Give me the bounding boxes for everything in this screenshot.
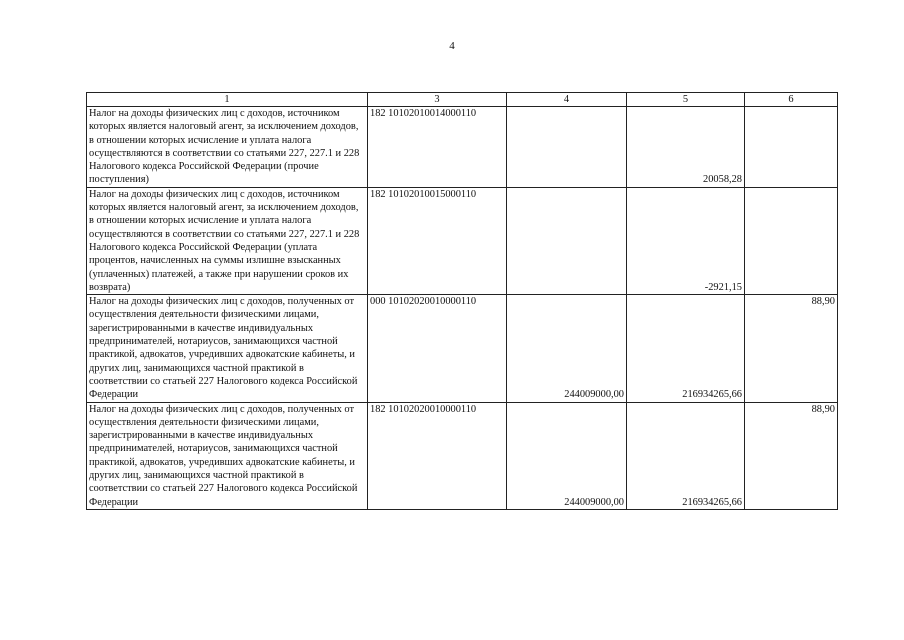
table-row — [87, 402, 838, 509]
row-percent-cell — [745, 107, 838, 188]
column-header-code: 3 — [368, 93, 507, 107]
row-name-cell: Налог на доходы физических лиц с доходов, источником которых является налоговый агент, за исключением доходов, в отношении которых исчисление и уплата налога осуществляются в соответствии со статьями 227, 227.1 и 228 Налогового кодекса Российской Федерации (уплата процентов, начисленных на суммы излишне взысканных (уплаченных) платежей, а также при нарушении сроков их возврата) — [87, 187, 368, 294]
column-header-actual: 5 — [627, 93, 745, 107]
row-name-cell: Налог на доходы физических лиц с доходов, источником которых является налоговый агент, за исключением доходов, в отношении которых исчисление и уплата налога осуществляются в соответствии со статьями 227, 227.1 и 228 Налогового кодекса Российской Федерации (прочие поступления) — [87, 107, 368, 188]
row-plan-cell: 244009000,00 — [507, 402, 627, 509]
row-actual-cell: -2921,15 — [627, 187, 745, 294]
page-number: 4 — [449, 40, 455, 52]
row-plan-cell — [507, 187, 627, 294]
row-percent-cell: 88,90 — [745, 402, 838, 509]
row-plan-cell — [507, 107, 627, 188]
row-actual-cell: 216934265,66 — [627, 295, 745, 402]
column-header-name: 1 — [87, 93, 368, 107]
table-row — [87, 107, 838, 188]
row-percent-cell — [745, 187, 838, 294]
row-plan-cell: 244009000,00 — [507, 295, 627, 402]
column-header-percent: 6 — [745, 93, 838, 107]
row-code-cell: 182 10102010015000110 — [368, 187, 507, 294]
row-name-cell: Налог на доходы физических лиц с доходов, полученных от осуществления деятельности физическими лицами, зарегистрированными в качестве индивидуальных предпринимателей, нотариусов, занимающихся частной практикой, адвокатов, учредивших адвокатские кабинеты, и других лиц, занимающихся частной практикой в соответствии со статьей 227 Налогового кодекса Российской Федерации — [87, 295, 368, 402]
column-header-plan: 4 — [507, 93, 627, 107]
row-code-cell: 182 10102010014000110 — [368, 107, 507, 188]
row-actual-cell: 20058,28 — [627, 107, 745, 188]
row-actual-cell: 216934265,66 — [627, 402, 745, 509]
row-name-cell: Налог на доходы физических лиц с доходов, полученных от осуществления деятельности физическими лицами, зарегистрированными в качестве индивидуальных предпринимателей, нотариусов, занимающихся частной практикой, адвокатов, учредивших адвокатские кабинеты, и других лиц, занимающихся частной практикой в соответствии со статьей 227 Налогового кодекса Российской Федерации — [87, 402, 368, 509]
row-code-cell: 182 10102020010000110 — [368, 402, 507, 509]
table-row — [87, 187, 838, 294]
table-row — [87, 295, 838, 402]
revenue-table — [86, 92, 838, 510]
row-code-cell: 000 10102020010000110 — [368, 295, 507, 402]
table-header-row — [87, 93, 838, 107]
row-percent-cell: 88,90 — [745, 295, 838, 402]
